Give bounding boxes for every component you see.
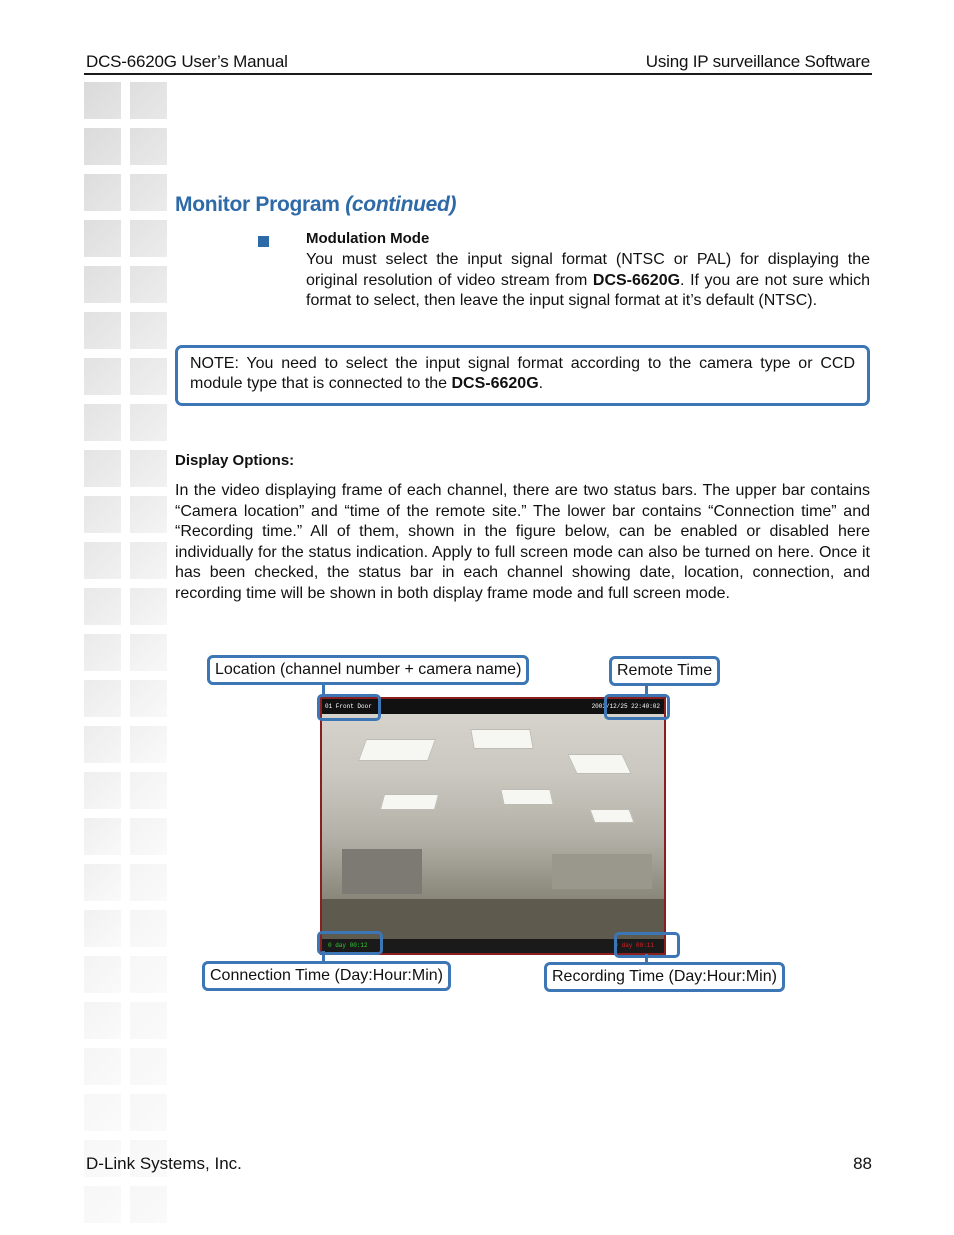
callout-connection-time: Connection Time (Day:Hour:Min) [202, 961, 451, 991]
video-recording-time-text: 0 day 00:11 [614, 942, 654, 949]
grid-square [84, 864, 121, 901]
grid-square [84, 588, 121, 625]
grid-square [130, 220, 167, 257]
location-marker [317, 694, 381, 721]
grid-square [130, 1186, 167, 1223]
callout-location: Location (channel number + camera name) [207, 655, 529, 685]
grid-square [84, 496, 121, 533]
modulation-mode-title: Modulation Mode [306, 230, 430, 247]
grid-square [84, 772, 121, 809]
video-connection-time-text: 0 day 00:12 [328, 942, 368, 949]
grid-square [130, 864, 167, 901]
display-options-text: In the video displaying frame of each channel, there are two status bars. The upper bar contains “Camera location” and “time of the remote site.” The lower bar contains “Connection time” and “Recording time.” All of them, shown in the figure below, can be enabled or disabled here individually for the status indication. Apply to full screen mode can also be turned on here. Once it has been checked, the status bar in each channel showing date, location, connection, and recording time will be shown in both display frame mode and full screen mode. [175, 482, 870, 602]
ceiling-light [567, 754, 631, 774]
grid-square [84, 82, 121, 119]
connection-time-marker [317, 931, 383, 955]
grid-square [130, 910, 167, 947]
page-number: 88 [853, 1154, 872, 1173]
ceiling-light [500, 789, 553, 805]
note-box: NOTE: You need to select the input signal format according to the camera type or CCD module type that is connected to the DCS-6620G. [175, 345, 870, 406]
grid-square [130, 450, 167, 487]
grid-square [130, 726, 167, 763]
grid-square [84, 220, 121, 257]
grid-square [130, 358, 167, 395]
ceiling-light [589, 809, 634, 823]
grid-square [130, 1094, 167, 1131]
ceiling-light [380, 794, 439, 810]
grid-square [130, 956, 167, 993]
grid-square [84, 726, 121, 763]
grid-square [84, 1186, 121, 1223]
grid-square [84, 1094, 121, 1131]
header-section-title: Using IP surveillance Software [645, 52, 870, 71]
display-options-title: Display Options: [175, 452, 295, 469]
decorative-grid [84, 82, 170, 1235]
grid-square [84, 542, 121, 579]
video-location-text: 01 Front Door [325, 703, 372, 710]
callout-remote-time: Remote Time [609, 656, 720, 686]
grid-square [130, 1048, 167, 1085]
grid-square [84, 128, 121, 165]
wall-cabinet [552, 854, 652, 889]
grid-square [84, 680, 121, 717]
grid-square [130, 312, 167, 349]
callout-recording-time: Recording Time (Day:Hour:Min) [544, 962, 785, 992]
ceiling-light [470, 729, 534, 749]
grid-square [130, 128, 167, 165]
grid-square [130, 496, 167, 533]
grid-square [130, 680, 167, 717]
modulation-mode-text: You must select the input signal format (NTSC or PAL) for displaying the original resolution of video stream from DCS-6620G. If you are not sure which format to select, then leave the input signal format at it’s default (NTSC). [306, 251, 871, 310]
grid-square [130, 174, 167, 211]
ceiling-light [358, 739, 436, 761]
grid-square [84, 634, 121, 671]
grid-square [84, 266, 121, 303]
heading-continued: (continued) [345, 193, 457, 216]
grid-square [84, 404, 121, 441]
header-manual-title: DCS-6620G User’s Manual [86, 52, 288, 71]
grid-square [84, 450, 121, 487]
grid-square [84, 818, 121, 855]
video-remote-time-text: 2003/12/25 22:40:02 [591, 703, 660, 710]
grid-square [130, 634, 167, 671]
grid-square [130, 542, 167, 579]
grid-square [130, 404, 167, 441]
grid-square [84, 358, 121, 395]
grid-square [84, 1048, 121, 1085]
grid-square [84, 174, 121, 211]
header-rule [84, 73, 872, 75]
recording-time-marker [614, 932, 680, 958]
video-frame-image [320, 697, 666, 955]
grid-square [130, 588, 167, 625]
grid-square [84, 312, 121, 349]
bullet-square-icon [258, 236, 269, 247]
grid-square [84, 1002, 121, 1039]
wall-cabinet [342, 849, 422, 894]
grid-square [84, 956, 121, 993]
footer-company: D-Link Systems, Inc. [86, 1154, 242, 1173]
grid-square [130, 818, 167, 855]
grid-square [130, 82, 167, 119]
grid-square [84, 910, 121, 947]
remote-time-marker [604, 694, 670, 720]
grid-square [130, 772, 167, 809]
grid-square [130, 266, 167, 303]
grid-square [130, 1002, 167, 1039]
section-heading: Monitor Program (continued) [175, 193, 457, 216]
